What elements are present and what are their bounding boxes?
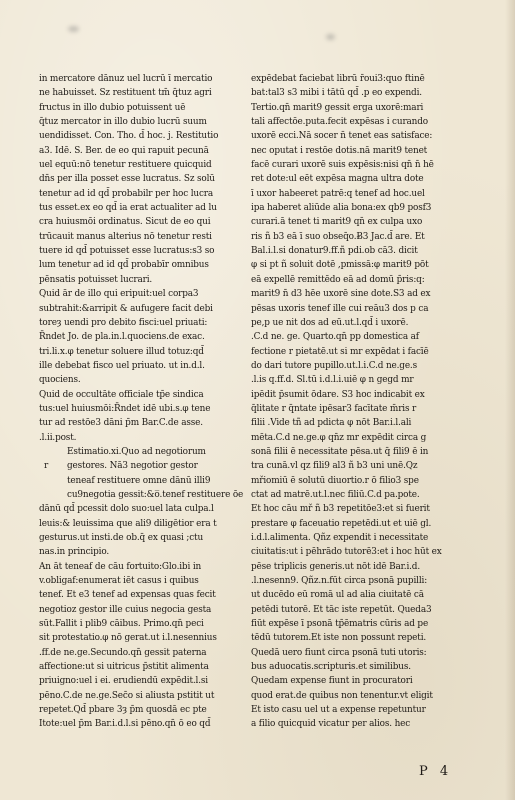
- text-line: ciuitatis:ut i pēhrādo tutorē3:et i hoc hūt ex: [251, 547, 442, 558]
- text-line: fiūt expēse ī psonā tp̄ēmatris cūris ad pe: [251, 619, 429, 630]
- text-line: affectione:ut si uitricus p̄stitit alimenta: [39, 662, 209, 673]
- text-line: Itote:uel p̄m Bar.i.d.l.si pēno.qn̄ ō eo qd̄: [39, 719, 211, 730]
- text-line: negotioz gestor ille cuius negocia gesta: [39, 604, 212, 615]
- wormhole-mark: [326, 34, 335, 40]
- text-line: tenef. Et e3 tenef ad expensas quas fecit: [39, 590, 216, 601]
- text-line: q̄tuz mercator in illo dubio lucrū suum: [39, 117, 207, 128]
- text-line: teneaf restituere omne dānū illi9: [67, 475, 211, 486]
- text-line: pēno.C.de ne.ge.Sec̄o si aliusta pstitit ut: [39, 690, 215, 701]
- text-line: lum tenetur ad id qd̄ probabīr omnibus: [39, 260, 209, 271]
- text-line: uxorē ecci.Nā socer n̄ tenet eas satisface:: [251, 131, 433, 142]
- text-line: tenetur ad id qd̄ probabilr per hoc lucra: [39, 188, 214, 199]
- text-line: leuis:& leuissima que ali9 diligētior era t: [39, 518, 217, 529]
- right-text-column: [251, 72, 463, 732]
- text-line: in mercatore dānuz uel lucrū ī mercatio: [39, 74, 213, 84]
- text-line: tus:uel huiusmōi:R̄ndet idē ubi.s.φ tene: [39, 403, 211, 414]
- text-line: a3. Idē. S. Ber. de eo qui rapuit pecunā: [39, 145, 209, 156]
- text-line: cu9negotia gessit:&o̅.tenef restituere ōe: [67, 489, 244, 500]
- page-edge-shadow: [505, 0, 515, 800]
- text-line: eā expellē remittēdo eā ad domū p̄ris:q:: [251, 274, 425, 285]
- text-line: tur ad restōe3 dāni p̄m Bar.C.de asse.: [39, 418, 203, 429]
- text-line: ipēdit p̄sumit ōdare. S3 hoc indicabit ex: [251, 389, 425, 400]
- text-line: Estimatio.xi.Quo ad negotiorum: [67, 446, 206, 457]
- text-line: .l.is q.ff.d. Sl.tū i.d.l.i.uiē φ n gegd mr: [251, 375, 414, 386]
- text-line: .l.ii.post.: [39, 432, 77, 443]
- text-line: petēdi tutorē. Et tāc iste repetūt. Queda3: [251, 604, 432, 615]
- text-line: mēta.C.d ne.ge.φ qn̄z mr expēdit circa g: [251, 432, 427, 443]
- text-line: Quid ār de illo qui eripuit:uel corpa3: [39, 289, 199, 300]
- text-line: marit9 n̄ d3 hēe uxorē sine dote.S3 ad ex: [251, 289, 431, 300]
- text-line: tus esset.ex eo qd̄ ia erat actualiter ad lu: [39, 203, 217, 214]
- margin-marker: r: [44, 461, 49, 472]
- text-line: φ si pt ñ soluit dotē ,pmissā:φ marit9 pōt: [251, 260, 429, 271]
- text-line: quod erat.de quibus non tenentur.vt eligit: [251, 690, 433, 701]
- signature-mark: P 4: [419, 764, 453, 779]
- text-line: ctat ad matrē.ut.l.nec filiū.C.d pa.pote.: [251, 489, 420, 500]
- text-line: ī uxor habeeret patrē:q tenef ad hoc.uel: [251, 188, 425, 199]
- text-line: pēse triplicis generis.ut nōt idē Bar.i.d.: [251, 561, 421, 572]
- text-line: Quedam expense fiunt in procuratori: [251, 676, 413, 687]
- text-line: bus aduocatis.scripturis.et similibus.: [251, 662, 411, 673]
- text-line: ris ñ b3 eā ī suo obseq̄o.Ƀ3 Jac.d̄ are. Et: [251, 231, 425, 242]
- text-line: filii .Vide tñ ad pdicta φ nōt Bar.i.l.ali: [251, 418, 412, 429]
- text-line: prestare φ faceuatio repetēdi.ut et uiē gl.: [251, 518, 432, 529]
- text-line: nas.in principio.: [39, 547, 110, 558]
- text-line: .l.nesenn9. Qñz.n.fūt circa psonā pupilli:: [251, 576, 428, 587]
- text-line: curari.ā tenet ti marit9 qn̄ ex culpa uxo: [251, 217, 423, 228]
- text-line: nec oputat i restōe dotis.nā marit9 tenet: [251, 145, 428, 156]
- text-line: sūt.Fallit i plib9 cāibus. Primo.qn̄ peci: [39, 619, 204, 630]
- text-line: bat:tal3 s3 mibi i tātū qd̄ .p eo expendi.: [251, 88, 422, 99]
- text-line: R̄ndet Jo. de pla.in.l.quociens.de exac.: [39, 332, 205, 343]
- text-line: .ff.de ne.ge.Secundo.qn̄ gessit paterna: [39, 647, 207, 658]
- wormhole-mark: [68, 26, 79, 32]
- text-line: cra huiusmōi ordinatus. Sicut de eo qui: [39, 217, 211, 228]
- text-line: tra cunā.vl qz fili9 al3 ñ b3 uni unē.Qz: [251, 461, 418, 472]
- text-line: mřiomiū ē solutū diuortio.r ō filio3 spe: [251, 475, 419, 486]
- text-line: ille debebat fisco uel priuato. ut in.d.l.: [39, 360, 205, 371]
- text-line: Et hoc cāu mř ñ b3 repetitōe3:et si fuerit: [251, 504, 430, 515]
- text-line: Et isto casu uel ut a expense repetuntur: [251, 705, 426, 716]
- text-line-content: gestores. Nā3 negotior gestor: [67, 461, 198, 472]
- text-line: fructus in illo dubio potuissent uē: [39, 102, 186, 113]
- text-line: tēdū tutorem.Et iste non possunt repeti.: [251, 633, 427, 644]
- text-line: do dari tutore pupillo.ut.l.i.C.d ne.ge.s: [251, 360, 417, 371]
- text-line: tali affectōe.puta.fecit expēsas i curando: [251, 117, 428, 128]
- text-line: pēnsatis potuisset lucrari.: [39, 274, 153, 285]
- text-line: tri.li.x.φ tenetur soluere illud totuz:qd̄: [39, 346, 204, 357]
- text-line: uel equū:nō tenetur restituere quicquid: [39, 160, 212, 171]
- text-line: priuigno:uel i ei. erudiendū expēdit.l.si: [39, 676, 208, 687]
- text-line: expēdebat faciebat librū r̄oui3:quo ftinē: [251, 74, 425, 84]
- text-line: gesturus.ut insti.de ob.q̄ ex quasi ;ctu: [39, 533, 204, 543]
- text-line: toreȝ uendi pro debito fisci:uel priuati:: [39, 317, 208, 328]
- text-line: ret dote:ul eēt expēsa magna ultra dote: [251, 174, 424, 185]
- text-line: v.obligaf:enumerat iēt casus i quibus: [39, 576, 199, 587]
- text-line: Bal.i.l.si donatur9.ff.ñ pdi.ob cā3. dicit: [251, 246, 418, 257]
- text-line: fectione r pietatē.ut si mr expēdat i facīē: [251, 346, 429, 357]
- text-line: [39, 459, 244, 473]
- text-line: .C.d ne. ge. Quarto.qn̄ pp domestica af: [251, 332, 419, 343]
- text-line: ut ducēdo eū romā ul ad alia ciuitatē cā: [251, 590, 424, 601]
- text-line: ne habuisset. Sz restituent tm̄ q̄tuz agri: [39, 88, 212, 99]
- text-line: sit protestatio.φ nō gerat.ut i.l.nesennius: [39, 633, 217, 644]
- text-line: q̄litate r q̄ntate ipēsar3 facītate m̄ris r: [251, 403, 417, 414]
- text-line: dānū qd̄ pcessit dolo suo:uel lata culpa.l: [39, 504, 214, 515]
- text-line: An āt teneaf de cāu fortuito:Glo.ibi in: [39, 561, 202, 572]
- text-line: Quid de occultāte officiale tp̄e sindica: [39, 389, 204, 400]
- text-line: quociens.: [39, 375, 81, 386]
- text-line: dn̄s per illa posset esse lucratus. Sz solū: [39, 174, 215, 185]
- text-line: i.d.l.alimenta. Qñz expendit i necessitate: [251, 533, 429, 543]
- text-line: facē curari uxorē suis expēsis:nisi qn̄ n̄ hē: [251, 160, 434, 171]
- text-line: Quedā uero fiunt circa psonā tuti utoris:: [251, 647, 427, 658]
- text-line: uendidisset. Con. Tho. d̄ hoc. j. Restitutio: [39, 131, 219, 142]
- text-line: repetet.Qd̄ pbare 3ȝ p̄m quosdā ec pte: [39, 705, 207, 716]
- text-line: sonā filii ē necessitate pēsa.ut q̄ fili9 ē in: [251, 446, 429, 457]
- text-line: pēsas uxoris tenef ille cui reāu3 dos p ca: [251, 303, 429, 314]
- text-line: pe,p ue nit dos ad eū.ut.l.qd̄ i uxorē.: [251, 317, 409, 328]
- left-text-column: [39, 72, 244, 732]
- text-line: ipa haberet aliūde alia bona:ex qb9 posf3: [251, 203, 432, 214]
- text-line: a filio quicquid vicatur per alios. hec: [251, 719, 411, 730]
- text-line: tuere id qd̄ potuisset esse lucratus:s3 so: [39, 246, 215, 257]
- text-line: subtrahit:&arripit & aufugere facit debi: [39, 303, 213, 314]
- text-line: trūcauit manus alterius nō tenetur resti: [39, 231, 212, 242]
- text-line: Tertio.qn̄ marit9 gessit erga uxorē:mari: [251, 102, 424, 113]
